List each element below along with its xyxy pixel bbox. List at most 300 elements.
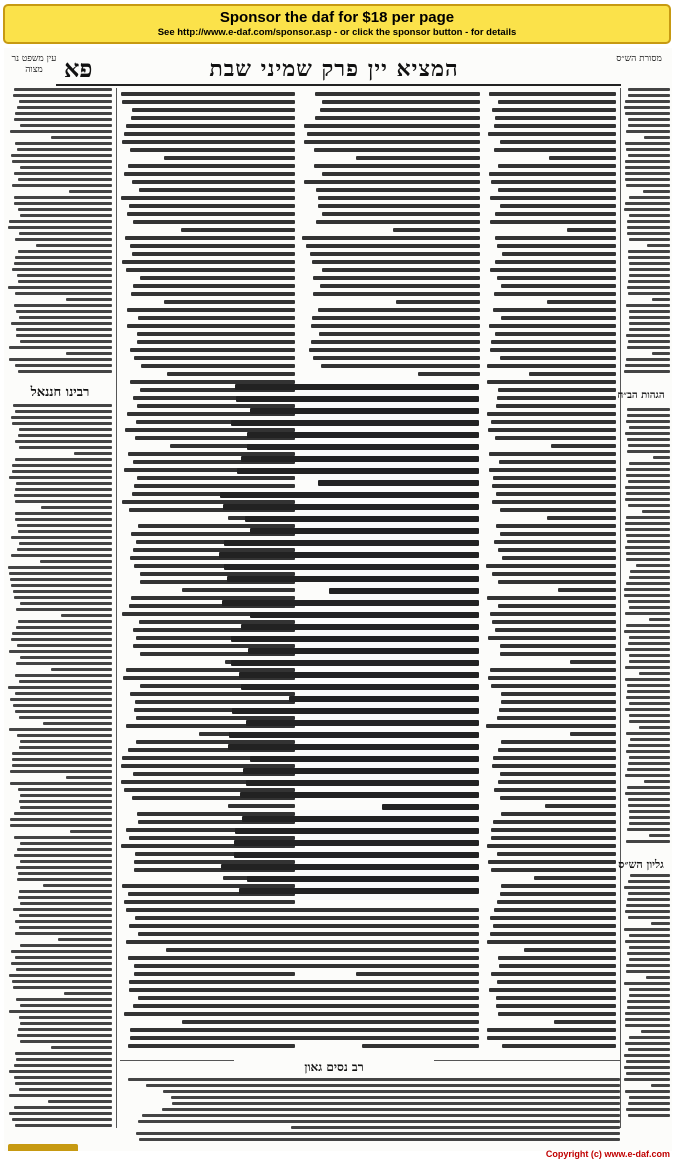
text-line [234,840,479,846]
text-line [250,756,479,762]
text-line [524,948,616,952]
text-line [488,636,616,640]
text-line [11,154,112,157]
text-line [20,602,112,605]
text-line [487,844,616,848]
text-line [136,1132,620,1135]
text-line [629,720,670,723]
text-line [501,284,616,288]
text-line [322,268,480,272]
page-header-title: המציא יין פרק שמיני שבת [209,56,459,82]
text-line [493,924,616,928]
text-line [12,470,112,473]
text-line [12,758,112,761]
text-line [126,124,295,128]
text-line [490,916,616,920]
text-line [320,284,480,288]
text-line [19,716,112,719]
text-line [15,500,112,503]
text-line [131,292,295,296]
text-line [629,934,670,937]
text-line [488,428,616,432]
text-line [629,946,670,949]
text-line [130,244,295,248]
text-line [51,136,112,139]
text-line [625,1012,670,1015]
text-line [625,678,670,681]
text-line [629,268,670,271]
copyright-notice[interactable]: Copyright (c) www.e-daf.com [545,1149,670,1159]
text-line [628,88,670,91]
text-line [362,1044,479,1048]
text-line [626,468,670,471]
rabenu-chananel-column [8,404,112,1134]
text-line [627,768,670,771]
text-line [496,492,616,496]
text-line [239,672,479,678]
text-line [492,484,616,488]
text-line [222,600,479,606]
text-line [628,1048,670,1051]
text-line [625,364,670,367]
text-line [625,100,670,103]
text-line [16,968,112,971]
text-line [14,202,112,205]
text-line [11,554,112,557]
text-line [629,576,670,579]
text-line [490,668,616,672]
text-line [627,684,670,687]
text-line [241,456,479,462]
text-line [626,696,670,699]
text-line [628,154,670,157]
text-line [492,572,616,576]
text-line [498,188,616,192]
text-line [19,680,112,683]
text-line [19,926,112,929]
text-line [15,440,112,443]
text-line [624,208,670,211]
text-line [322,172,480,176]
text-line [495,116,616,120]
text-line [491,180,616,184]
text-line [18,620,112,623]
text-line [14,836,112,839]
text-line [15,112,112,115]
text-line [240,948,479,952]
text-line [499,964,616,968]
text-line [15,1052,112,1055]
text-line [496,524,616,528]
text-line [239,888,479,894]
text-line [231,660,479,666]
text-line [13,986,112,989]
text-line [628,250,670,253]
gilyon-title: גליון הש״ס [618,858,664,871]
text-line [8,226,112,229]
text-line [494,124,616,128]
text-line [626,148,670,151]
text-line [14,172,112,175]
text-line [629,1036,670,1039]
text-line [15,710,112,713]
text-line [322,212,480,216]
text-line [626,840,670,843]
text-line [627,786,670,789]
text-line [128,1078,620,1081]
text-line [248,908,479,912]
text-line [19,232,112,235]
text-line [19,542,112,545]
text-line [492,764,616,768]
text-line [320,108,480,112]
sponsor-banner[interactable] [3,4,671,44]
text-line [248,648,479,654]
text-line [624,1078,670,1081]
text-line [17,1034,112,1037]
text-line [312,316,480,320]
text-line [10,698,112,701]
text-line [18,250,112,253]
text-line [9,476,112,479]
hagahot-title: הגהות הב״ח [617,390,665,401]
text-line [356,156,480,160]
text-line [11,584,112,587]
text-line [628,480,670,483]
text-line [12,1118,112,1121]
text-line [628,504,670,507]
text-line [228,744,479,750]
text-line [500,508,616,512]
text-line [487,380,616,384]
text-line [500,796,616,800]
text-line [625,546,670,549]
text-line [131,116,295,120]
text-line [9,650,112,653]
text-line [630,874,670,877]
text-line [502,252,616,256]
text-line [13,590,113,593]
text-line [12,632,112,635]
text-line [496,404,616,408]
text-line [19,316,112,319]
text-line [20,166,112,169]
text-line [9,1070,112,1073]
text-line [626,130,670,133]
text-line [630,738,670,741]
text-line [19,914,112,917]
text-line [19,1088,112,1091]
text-line [306,244,480,248]
text-line [17,848,112,851]
text-line [500,892,616,896]
text-line [489,172,616,176]
text-line [229,732,479,738]
text-line [627,438,670,441]
text-line [18,370,112,373]
text-line [14,304,112,307]
text-line [242,816,479,822]
text-line [629,1096,670,1099]
text-line [236,988,479,992]
text-line [134,356,295,360]
text-line [489,468,616,472]
text-line [629,274,670,277]
text-line [121,196,295,200]
text-line [627,540,670,543]
text-line [240,792,479,798]
text-line [493,476,616,480]
text-line [10,130,112,133]
text-line [311,324,480,328]
text-line [223,504,479,510]
text-line [499,708,616,712]
text-line [15,1124,112,1127]
text-line [627,690,670,693]
text-line [625,910,670,913]
text-line [558,588,616,592]
text-line [229,1012,479,1016]
text-line [304,140,480,144]
text-line [626,904,670,907]
text-line [304,124,480,128]
text-line [629,822,670,825]
text-line [11,962,112,965]
text-line [18,788,112,791]
text-line [626,304,670,307]
text-line [629,310,670,313]
text-line [628,94,670,97]
text-line [628,1102,670,1105]
text-line [58,938,112,941]
text-line [241,624,479,630]
text-line [629,316,670,319]
text-line [625,1018,670,1021]
text-line [10,824,112,827]
text-line [122,260,295,264]
text-line [626,964,670,967]
text-line [624,106,670,109]
text-line [319,332,480,336]
sponsor-title[interactable]: Sponsor the daf for $18 per page [219,9,455,26]
text-line [125,236,295,240]
text-line [20,1040,112,1043]
text-line [318,204,480,208]
text-line [12,184,112,187]
text-line [502,556,616,560]
text-line [164,156,295,160]
text-line [132,108,295,112]
text-line [629,462,670,465]
text-line [51,668,112,671]
text-line [500,204,616,208]
sponsor-button[interactable] [8,1144,78,1151]
text-line [626,1108,670,1111]
text-line [307,132,480,136]
text-line [43,884,112,887]
text-line [141,364,295,368]
text-line [551,444,616,448]
text-line [490,268,616,272]
text-line [16,662,112,665]
text-line [382,804,479,810]
text-line [625,1024,670,1027]
text-line [20,860,112,863]
text-line [246,780,479,786]
text-line [312,260,480,264]
text-line [499,460,616,464]
text-line [314,148,480,152]
text-line [628,916,670,919]
text-line [130,148,295,152]
text-line [498,1012,616,1016]
text-line [630,570,671,573]
text-line [494,148,616,152]
text-line [15,256,112,259]
text-line [625,498,670,501]
text-line [16,328,112,331]
text-line [9,346,112,349]
text-line [245,516,479,522]
text-line [628,292,670,295]
text-line [313,356,480,360]
text-line [491,972,616,976]
column-divider-left [116,88,117,1128]
text-line [644,136,670,139]
text-line [490,612,616,616]
text-line [624,370,670,373]
text-line [627,898,670,901]
text-line [626,474,670,477]
text-line [18,280,112,283]
text-line [9,974,112,977]
text-line [16,998,112,1001]
text-line [626,582,670,585]
text-line [10,578,112,581]
text-line [491,828,616,832]
text-line [133,220,295,224]
text-line [133,284,295,288]
text-line [318,480,479,486]
text-line [625,1042,670,1045]
text-line [498,604,616,608]
text-line [490,932,616,936]
text-line [14,494,112,497]
column-divider-right [620,88,621,1128]
text-line [239,1020,479,1024]
text-line [20,794,112,797]
text-line [14,262,112,265]
text-line [497,276,616,280]
ein-mishpat-column [8,88,112,378]
text-line [13,404,112,407]
text-line [626,970,670,973]
text-line [498,100,616,104]
text-line [9,1010,112,1013]
text-line [138,316,295,320]
sponsor-subtitle[interactable]: See http://www.e-daf.com/sponsor.asp - or click the sponsor button - for details [157,27,517,38]
text-line [626,558,670,561]
text-line [629,756,670,759]
text-line [40,560,112,563]
text-line [501,740,616,744]
text-line [20,124,113,127]
text-line [570,660,616,664]
text-line [20,340,113,343]
text-line [137,332,295,336]
text-line [567,228,616,232]
text-line [626,516,670,519]
text-line [122,100,295,104]
text-line [624,594,670,597]
text-line [17,524,112,527]
text-line [14,118,112,121]
text-line [16,310,112,313]
text-line [16,1058,112,1061]
text-line [626,750,670,753]
text-line [625,160,670,163]
text-line [316,220,480,224]
text-line [18,530,112,533]
text-line [304,180,480,184]
text-line [17,878,112,881]
text-line [318,196,480,200]
text-line [66,776,112,779]
text-line [18,434,112,437]
text-line [642,510,670,513]
text-line [500,772,616,776]
text-line [181,228,295,232]
text-line [247,876,479,882]
text-line [14,854,112,857]
text-line [494,908,616,912]
text-line [221,864,479,870]
text-line [15,932,112,935]
text-line [15,920,112,923]
text-line [12,268,112,271]
text-line [639,726,670,729]
text-line [492,620,616,624]
text-line [486,724,616,728]
text-line [628,600,670,603]
text-line [132,180,295,184]
text-line [501,812,616,816]
text-line [628,1114,670,1117]
text-line [489,452,616,456]
text-line [393,228,480,232]
text-line [629,702,670,705]
text-line [19,746,112,749]
text-line [19,428,112,431]
text-line [70,830,112,833]
text-line [9,728,112,731]
text-line [250,528,479,534]
text-line [500,532,616,536]
text-line [20,1004,112,1007]
text-line [237,468,479,474]
text-line [497,244,616,248]
text-line [8,286,112,289]
text-line [529,372,616,376]
text-line [138,1120,621,1123]
text-line [491,420,616,424]
text-line [15,488,112,491]
text-line [12,752,112,755]
text-line [497,852,616,856]
text-line [488,676,616,680]
text-line [628,892,670,895]
text-line [18,1028,112,1031]
